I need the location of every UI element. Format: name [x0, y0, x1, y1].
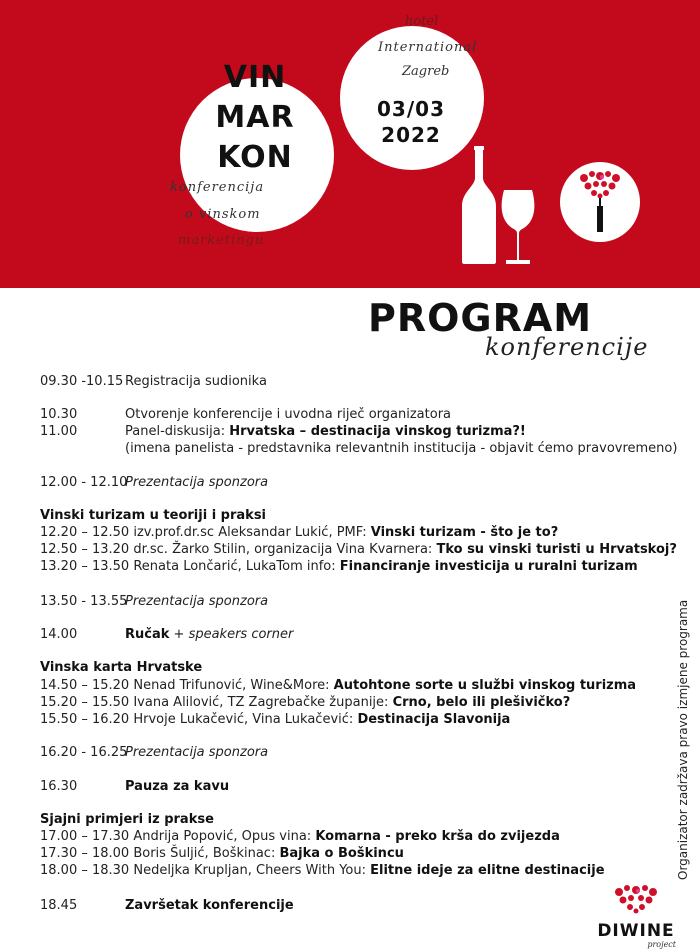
item-prefix: Panel-diskusija:: [125, 424, 230, 439]
time: 15.50 – 16.20: [40, 712, 130, 727]
item-plus: +: [169, 627, 189, 642]
item-text: Prezentacija sponzora: [125, 594, 269, 609]
schedule-row-closing: [40, 898, 294, 913]
section-title: Vinski turizam u teoriji i praksi: [40, 508, 267, 523]
program-title: PROGRAM: [368, 296, 593, 340]
time: 11.00: [40, 424, 78, 439]
item-note: (imena panelista - predstavnika relevantnih institucija - objavit ćemo pravovremeno): [125, 441, 678, 456]
item-text: Pauza za kavu: [125, 779, 230, 794]
diwine-splash-icon: [611, 884, 661, 918]
date-day: 03/03: [377, 97, 445, 121]
subtitle-line: marketingu: [178, 233, 265, 248]
schedule-row-panel: [40, 424, 526, 439]
time: 10.30: [40, 407, 78, 422]
wine-bottle-icon: [462, 146, 496, 264]
time: 15.20 – 15.50: [40, 695, 130, 710]
talk-title: Financiranje investicija u ruralni turizam: [339, 559, 638, 574]
time: 14.50 – 15.20: [40, 678, 130, 693]
diwine-logo: [588, 884, 684, 949]
talk-title: Komarna - preko krša do zvijezda: [315, 829, 560, 844]
date-year: 2022: [381, 123, 441, 147]
diwine-logo-sub: project: [647, 940, 676, 949]
time: 12.20 – 12.50: [40, 525, 130, 540]
speaker: Boris Šuljić, Boškinac:: [133, 846, 280, 861]
talk-title: Bajka o Boškincu: [279, 846, 404, 861]
schedule-row-talk: [40, 542, 677, 557]
speaker: Renata Lončarić, LukaTom info:: [133, 559, 340, 574]
talk-title: Crno, belo ili plešivičko?: [392, 695, 571, 710]
schedule-row-talk: [40, 829, 560, 844]
speaker: Nedeljka Krupljan, Cheers With You:: [133, 863, 371, 878]
schedule-row-talk: [40, 559, 638, 574]
schedule-row-talk: [40, 712, 510, 727]
subtitle-line: o vinskom: [185, 207, 261, 222]
wine-glass-icon: [500, 190, 536, 264]
item-text: Završetak konferencije: [125, 898, 294, 913]
speaker: dr.sc. Žarko Stilin, organizacija Vina Kvarnera:: [133, 542, 437, 557]
time: 18.00 – 18.30: [40, 863, 130, 878]
event-date: [356, 96, 466, 148]
schedule-row-panel-note: [40, 441, 677, 456]
time: 13.50 - 13.55: [40, 594, 128, 609]
speaker: Ivana Alilović, TZ Zagrebačke županije:: [133, 695, 393, 710]
schedule-row-sponsors: [40, 745, 268, 760]
schedule-row-talk: [40, 695, 570, 710]
time: 09.30 -10.15: [40, 374, 124, 389]
time: 14.00: [40, 627, 78, 642]
diwine-logo-name: DIWINE: [597, 921, 675, 941]
item-text: Prezentacija sponzora: [125, 745, 269, 760]
time: 17.00 – 17.30: [40, 829, 130, 844]
schedule-row-talk: [40, 846, 404, 861]
talk-title: Destinacija Slavonija: [357, 712, 511, 727]
title-line: MAR: [215, 100, 295, 135]
talk-title: Vinski turizam - što je to?: [370, 525, 559, 540]
program-subtitle: konferencije: [485, 333, 649, 361]
schedule-row-talk: [40, 678, 636, 693]
schedule-row-talk: [40, 525, 558, 540]
disclaimer-text: Organizator zadržava pravo izmjene programa: [676, 599, 690, 880]
time: 12.50 – 13.20: [40, 542, 130, 557]
schedule-row-sponsors: [40, 475, 268, 490]
schedule-row-talk: [40, 863, 605, 878]
event-title: [190, 58, 320, 178]
schedule-row-registration: [40, 374, 267, 389]
talk-title: Autohtone sorte u službi vinskog turizma: [333, 678, 637, 693]
title-line: KON: [217, 140, 293, 175]
section-title: Vinska karta Hrvatske: [40, 660, 203, 675]
item-text: Registracija sudionika: [125, 374, 267, 389]
time: 16.20 - 16.25: [40, 745, 128, 760]
item-italic: speakers corner: [188, 627, 294, 642]
speaker: Nenad Trifunović, Wine&More:: [133, 678, 334, 693]
time: 16.30: [40, 779, 78, 794]
schedule-row-sponsors: [40, 594, 268, 609]
item-title: Hrvatska – destinacija vinskog turizma?!: [229, 424, 526, 439]
venue-line: International: [378, 40, 478, 55]
speaker: izv.prof.dr.sc Aleksandar Lukić, PMF:: [133, 525, 371, 540]
subtitle-line: konferencija: [170, 180, 265, 195]
header-banner: [0, 0, 700, 288]
time: 12.00 - 12.10: [40, 475, 128, 490]
schedule-row-lunch: [40, 627, 293, 642]
venue-line: hotel: [405, 14, 439, 29]
item-text: Otvorenje konferencije i uvodna riječ organizatora: [125, 407, 452, 422]
schedule-row-opening: [40, 407, 451, 422]
speaker: Hrvoje Lukačević, Vina Lukačević:: [133, 712, 358, 727]
talk-title: Tko su vinski turisti u Hrvatskoj?: [436, 542, 677, 557]
venue-line: Zagreb: [402, 64, 450, 79]
schedule-row-coffee: [40, 779, 229, 794]
item-text: Prezentacija sponzora: [125, 475, 269, 490]
time: 18.45: [40, 898, 78, 913]
time: 17.30 – 18.00: [40, 846, 130, 861]
diwine-logo-icon: [574, 168, 626, 232]
item-bold: Ručak: [125, 627, 170, 642]
section-title: Sjajni primjeri iz prakse: [40, 812, 214, 827]
talk-title: Elitne ideje za elitne destinacije: [370, 863, 605, 878]
title-line: VIN: [223, 60, 287, 95]
speaker: Andrija Popović, Opus vina:: [133, 829, 316, 844]
time: 13.20 – 13.50: [40, 559, 130, 574]
